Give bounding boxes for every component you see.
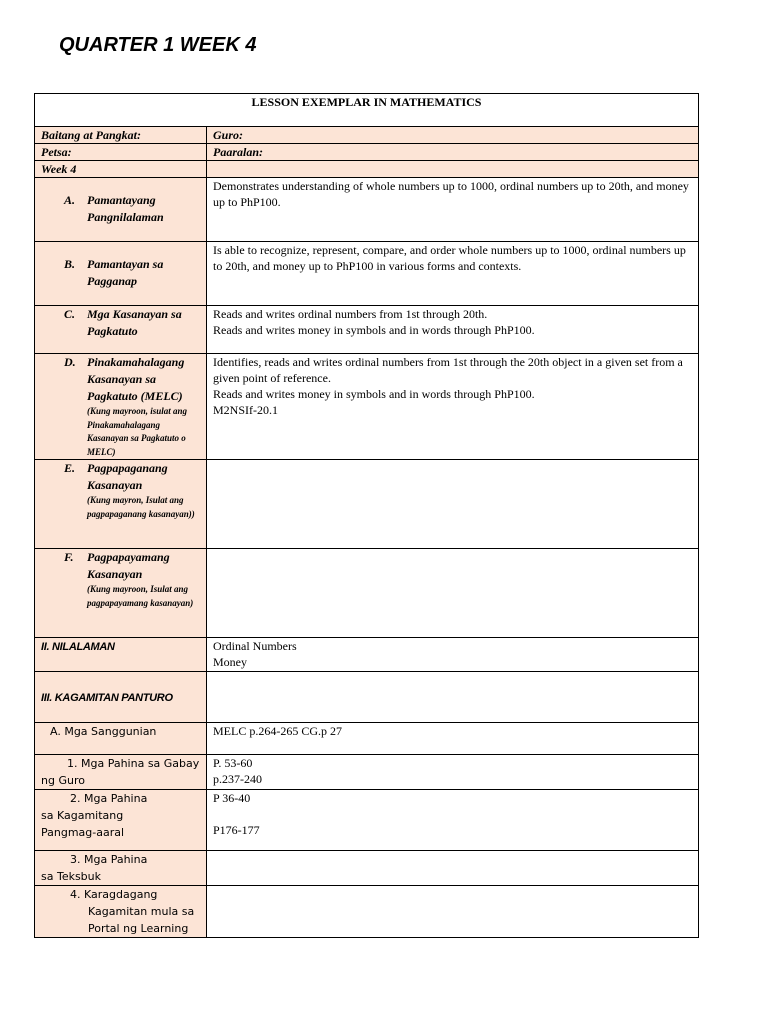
kagamitang-content: [207, 790, 699, 851]
section-a-content: [207, 178, 699, 242]
kagamitan-content: [207, 672, 699, 723]
section-e-content: [207, 460, 699, 549]
kagamitan-label-cell: [35, 672, 207, 723]
nilalaman-label-cell: [35, 638, 207, 672]
karagdagang-label-3: Portal ng Learning: [88, 922, 189, 935]
section-title: Pamantayang Pangnilalaman: [87, 193, 164, 224]
section-d-content: [207, 354, 699, 460]
nilalaman-content: [207, 638, 699, 672]
lesson-exemplar-table: [34, 93, 699, 938]
section-row-b: [35, 242, 699, 306]
karagdagang-content: [207, 886, 699, 938]
section-letter: B.: [64, 257, 76, 271]
section-note: (Kung mayroon, isulat ang Pinakamahalagang Kasanayan sa Pagkatuto o MELC): [87, 406, 188, 457]
karagdagang-label-2: Kagamitan mula sa: [88, 905, 195, 918]
petsa-row: [35, 144, 699, 161]
section-row-f: [35, 549, 699, 638]
content-line: p.237-240: [213, 772, 262, 786]
section-row-d: [35, 354, 699, 460]
section-title: Pamantayan sa Pagganap: [87, 257, 164, 288]
section-letter: E.: [64, 461, 76, 475]
section-d-label: [35, 354, 207, 460]
section-f-label: [35, 549, 207, 638]
sanggunian-label: A. Mga Sanggunian: [50, 725, 157, 738]
teksbuk-label: 3. Mga Pahina sa Teksbuk: [41, 853, 148, 883]
section-title: Pinakamahalagang Kasanayan sa Pagkatuto (MELC): [87, 355, 185, 403]
week-row: [35, 161, 699, 178]
section-b-content: [207, 242, 699, 306]
baitang-row: [35, 127, 699, 144]
gabay-content: [207, 755, 699, 790]
section-letter: A.: [64, 193, 76, 207]
kagamitan-row: [35, 672, 699, 723]
section-f-content: [207, 549, 699, 638]
content-line: P. 53-60: [213, 756, 253, 770]
kagamitang-row: [35, 790, 699, 851]
section-title: Mga Kasanayan sa Pagkatuto: [87, 307, 182, 338]
section-c-label: [35, 306, 207, 354]
gabay-label-cell: [35, 755, 207, 790]
content-line: P 36-40: [213, 791, 251, 805]
sanggunian-content: MELC p.264-265 CG.p 27: [207, 723, 699, 755]
karagdagang-row: [35, 886, 699, 938]
section-letter: D.: [64, 355, 76, 369]
content-line: Demonstrates understanding of whole numbers up to 1000, ordinal numbers up to 20th, and money up to PhP100.: [213, 179, 689, 209]
karagdagang-label-cell: [35, 886, 207, 938]
baitang-label: Baitang at Pangkat:: [35, 127, 207, 144]
content-line: Is able to recognize, represent, compare, and order whole numbers up to 1000, ordinal numbers up to 20th, and money up to PhP100 in various forms and contexts.: [213, 243, 686, 273]
content-line: Reads and writes money in symbols and in words through PhP100.: [213, 387, 535, 401]
gabay-row: [35, 755, 699, 790]
section-row-e: [35, 460, 699, 549]
content-line: P176-177: [213, 823, 260, 837]
section-a-label: [35, 178, 207, 242]
paaralan-label: Paaralan:: [207, 144, 699, 161]
content-line: Identifies, reads and writes ordinal numbers from 1st through the 20th object in a given set from a given point of reference.: [213, 355, 683, 385]
kagamitang-label-cell: [35, 790, 207, 851]
table-title-row: [35, 94, 699, 127]
content-line: Reads and writes money in symbols and in words through PhP100.: [213, 323, 535, 337]
page-title: QUARTER 1 WEEK 4: [59, 34, 257, 56]
teksbuk-row: [35, 851, 699, 886]
section-title: Pagpapayamang Kasanayan: [87, 550, 170, 581]
petsa-label: Petsa:: [35, 144, 207, 161]
section-b-label: [35, 242, 207, 306]
week-value: [207, 161, 699, 178]
gabay-label: 1. Mga Pahina sa Gabay ng Guro: [41, 757, 200, 787]
sanggunian-row: [35, 723, 699, 755]
section-row-c: [35, 306, 699, 354]
teksbuk-content: [207, 851, 699, 886]
section-e-label: [35, 460, 207, 549]
section-letter: C.: [64, 307, 76, 321]
kagamitang-label: 2. Mga Pahina sa Kagamitang Pangmag-aaral: [41, 792, 148, 839]
week-label: Week 4: [35, 161, 207, 178]
section-title: Pagpapaganang Kasanayan: [87, 461, 168, 492]
content-line: Ordinal Numbers: [213, 639, 297, 653]
section-note: (Kung mayron, Isulat ang pagpapaganang kasanayan)): [87, 495, 195, 519]
content-line: Money: [213, 655, 247, 669]
section-row-a: [35, 178, 699, 242]
sanggunian-label-cell: [35, 723, 207, 755]
guro-label: Guro:: [207, 127, 699, 144]
section-letter: F.: [64, 550, 74, 564]
nilalaman-label: II. NILALAMAN: [41, 641, 115, 653]
teksbuk-label-cell: [35, 851, 207, 886]
content-line: [213, 806, 692, 822]
content-line: Reads and writes ordinal numbers from 1st through 20th.: [213, 307, 488, 321]
nilalaman-row: [35, 638, 699, 672]
kagamitan-label: III. KAGAMITAN PANTURO: [41, 691, 173, 704]
section-note: (Kung mayroon, Isulat ang pagpapayamang kasanayan): [87, 584, 194, 608]
section-c-content: [207, 306, 699, 354]
karagdagang-label-1: 4. Karagdagang: [70, 888, 158, 901]
table-title: LESSON EXEMPLAR IN MATHEMATICS: [35, 94, 699, 127]
content-line: M2NSIf-20.1: [213, 403, 278, 417]
